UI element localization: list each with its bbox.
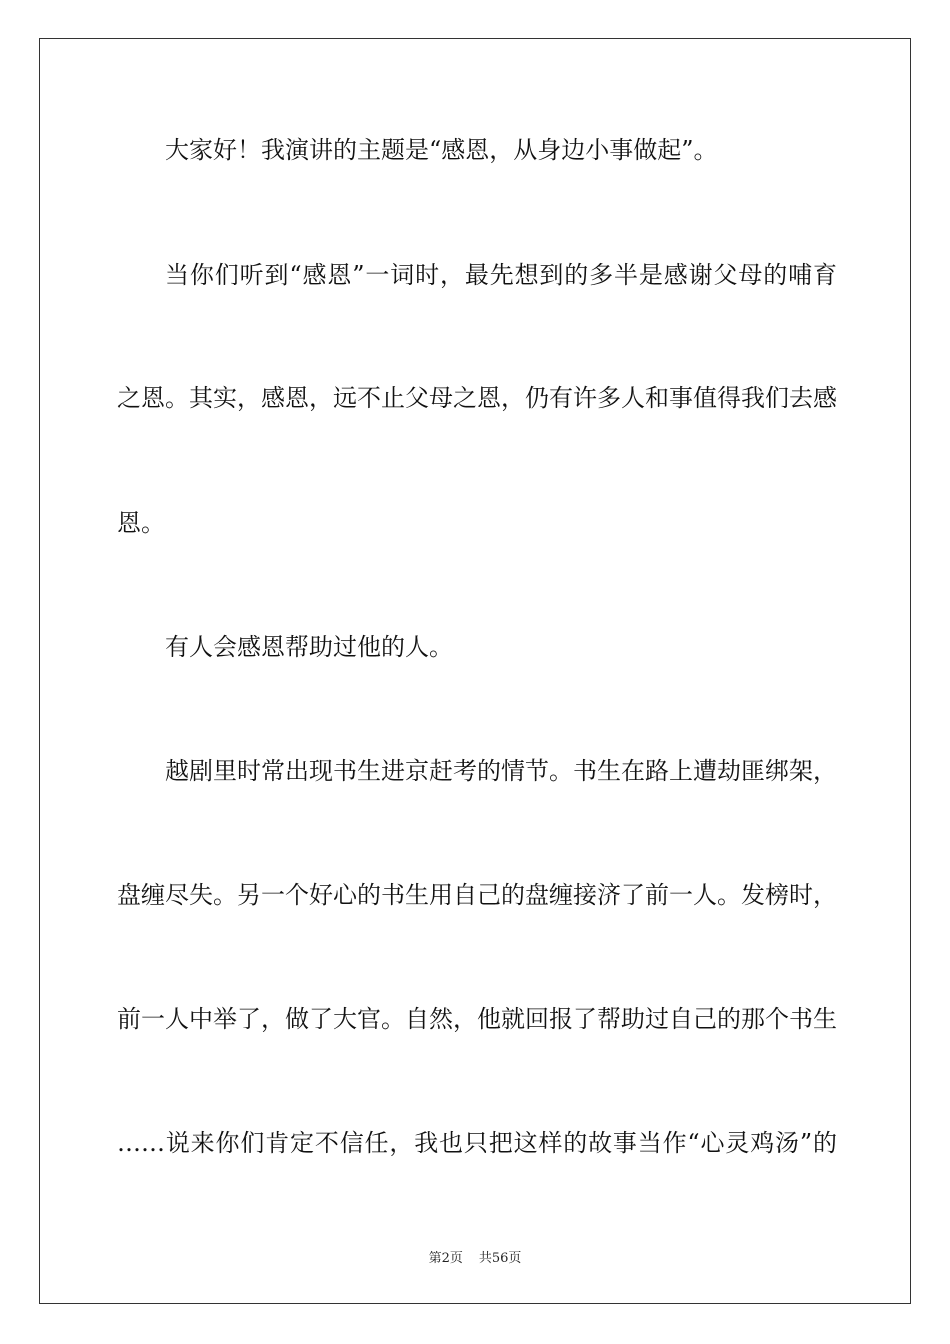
paragraph-line: 有人会感恩帮助过他的人。 xyxy=(165,633,453,661)
paragraph-line: 之恩。其实，感恩，远不止父母之恩，仍有许多人和事值得我们去感 xyxy=(117,384,837,412)
page-total: 共56页 xyxy=(478,1251,522,1266)
paragraph-line-greeting: 大家好！我演讲的主题是“感恩，从身边小事做起”。 xyxy=(165,136,718,164)
paragraph-line: ……说来你们肯定不信任，我也只把这样的故事当作“心灵鸡汤”的 xyxy=(117,1129,837,1157)
paragraph-line: 恩。 xyxy=(117,509,165,537)
page-border xyxy=(39,38,911,1304)
paragraph-line: 当你们听到“感恩”一词时，最先想到的多半是感谢父母的哺育 xyxy=(165,261,837,289)
page-footer xyxy=(0,1247,950,1266)
paragraph-line: 盘缠尽失。另一个好心的书生用自己的盘缠接济了前一人。发榜时， xyxy=(117,881,837,909)
paragraph-line: 前一人中举了，做了大官。自然，他就回报了帮助过自己的那个书生 xyxy=(117,1005,837,1033)
page-number: 第2页 xyxy=(428,1251,463,1266)
paragraph-line: 越剧里时常出现书生进京赶考的情节。书生在路上遭劫匪绑架， xyxy=(165,757,837,785)
